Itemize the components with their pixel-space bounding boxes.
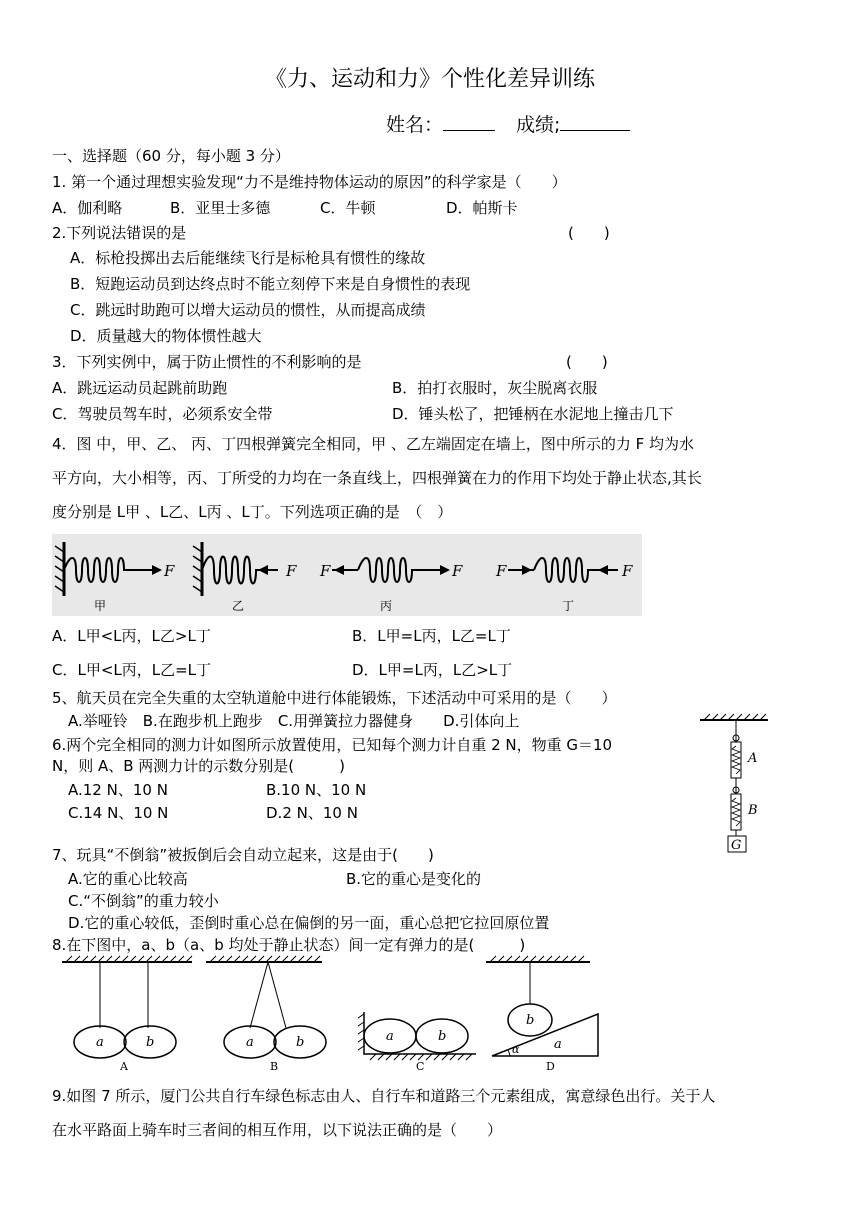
dynamometer-a-label: A — [748, 751, 758, 766]
q3-option-a: A．跳远运动员起跳前助跑 — [52, 379, 228, 397]
q4-option-b: B．L甲=L丙，L乙=L丁 — [352, 627, 511, 645]
q6-line1: 6.两个完全相同的测力计如图所示放置使用，已知每个测力计自重 2 N，物重 G＝10 — [52, 736, 613, 754]
q8-b-ball-b: b — [296, 1035, 305, 1050]
name-field — [386, 110, 495, 137]
q4-line2: 平方向，大小相等，丙、丁所受的力均在一条直线上，四根弹簧在力的作用下均处于静止状态,其长 — [52, 469, 702, 487]
q9-line2: 在水平路面上骑车时三者间的相互作用，以下说法正确的是（ ） — [52, 1121, 503, 1139]
q4-line3: 度分别是 L甲 、L乙、L丙 、L丁。下列选项正确的是 （ ） — [52, 503, 453, 521]
q7-option-d: D.它的重心较低，歪倒时重心总在偏倒的另一面，重心总把它拉回原位置 — [68, 914, 550, 932]
force-label-bing-right: F — [452, 562, 463, 580]
q2-option-b: B．短跑运动员到达终点时不能立刻停下来是自身惯性的表现 — [70, 275, 471, 293]
q8-caption-b: B — [270, 1060, 279, 1073]
q1-option-b: B．亚里士多德 — [170, 199, 271, 217]
label-jia: 甲 — [94, 599, 107, 613]
dynamometer-a — [731, 742, 741, 778]
q8-figure — [60, 956, 620, 1073]
q5-stem: 5、航天员在完全失重的太空轨道舱中进行体能锻炼，下述活动中可采用的是（ ） — [52, 689, 617, 707]
score-field — [516, 110, 630, 137]
dynamometer-figure — [696, 714, 772, 854]
q8-d-ball-b: b — [526, 1013, 535, 1028]
page-title: 《力、运动和力》个性化差异训练 — [264, 67, 595, 92]
q3-option-c: C．驾驶员驾车时，必须系安全带 — [52, 405, 273, 423]
q4-option-c: C．L甲<L丙，L乙=L丁 — [52, 661, 212, 679]
q6-option-d: D.2 N、10 N — [266, 804, 358, 822]
q8-caption-a: A — [120, 1060, 128, 1073]
section-heading: 一、选择题（60 分，每小题 3 分） — [52, 147, 290, 165]
weight-g-label: G — [731, 838, 742, 853]
q8-b-ball-a: a — [246, 1035, 254, 1050]
q3-paren: ( ) — [566, 353, 608, 371]
score-blank — [560, 112, 630, 131]
q8-a-ball-a: a — [96, 1035, 104, 1050]
force-label-ding-right: F — [622, 562, 633, 580]
force-label-bing-left: F — [320, 562, 331, 580]
q2-option-d: D．质量越大的物体惯性越大 — [70, 327, 262, 345]
q7-stem: 7、玩具“不倒翁”被扳倒后会自动立起来，这是由于( ) — [52, 846, 434, 864]
q1-stem: 1. 第一个通过理想实验发现“力不是维持物体运动的原因”的科学家是（ ） — [52, 173, 567, 191]
q8-c-ball-a: a — [386, 1029, 394, 1044]
q8-diagram-d — [486, 956, 598, 1056]
q9-line1: 9.如图 7 所示，厦门公共自行车绿色标志由人、自行车和道路三个元素组成，寓意绿色出行。关于人 — [52, 1087, 716, 1105]
q4-line1: 4．图 中，甲、乙、 丙、丁四根弹簧完全相同，甲 、乙左端固定在墙上，图中所示的力 F 均为水 — [52, 435, 695, 453]
q6-option-b: B.10 N、10 N — [266, 781, 367, 799]
q8-c-ball-b: b — [438, 1029, 447, 1044]
q6-option-c: C.14 N、10 N — [68, 804, 169, 822]
q3-stem: 3．下列实例中，属于防止惯性的不利影响的是 — [52, 353, 362, 371]
q8-caption-c: C — [416, 1060, 425, 1073]
q6-line2: N，则 A、B 两测力计的示数分别是( ) — [52, 757, 346, 775]
label-yi: 乙 — [232, 599, 245, 613]
label-ding: 丁 — [562, 599, 575, 613]
q3-option-b: B．拍打衣服时，灰尘脱离衣服 — [392, 379, 598, 397]
q2-option-a: A．标枪投掷出去后能继续飞行是标枪具有惯性的缘故 — [70, 249, 426, 267]
dynamometer-b — [731, 794, 741, 830]
q8-a-ball-b: b — [146, 1035, 155, 1050]
force-label-yi: F — [286, 562, 297, 580]
q8-caption-d: D — [546, 1060, 555, 1073]
q7-option-a: A.它的重心比较高 — [68, 870, 188, 888]
name-label: 姓名： — [386, 114, 444, 136]
score-label: 成绩; — [516, 114, 561, 136]
q8-diagram-b — [206, 956, 326, 1058]
q8-d-wedge-a: a — [554, 1037, 562, 1052]
q2-option-c: C．跳远时助跑可以增大运动员的惯性，从而提高成绩 — [70, 301, 426, 319]
q8-d-angle: α — [512, 1043, 520, 1056]
figure-background — [52, 534, 642, 616]
name-blank — [443, 112, 495, 131]
force-label-jia: F — [164, 562, 175, 580]
q2-stem: 2.下列说法错误的是 — [52, 224, 187, 242]
q4-option-a: A．L甲<L丙，L乙>L丁 — [52, 627, 211, 645]
label-bing: 丙 — [380, 599, 393, 613]
q1-option-a: A．伽利略 — [52, 199, 123, 217]
q4-option-d: D．L甲=L丙，L乙>L丁 — [352, 661, 513, 679]
q7-option-b: B.它的重心是变化的 — [346, 870, 482, 888]
q5-options: A.举哑铃 B.在跑步机上跑步 C.用弹簧拉力器健身 D.引体向上 — [68, 712, 520, 730]
q3-option-d: D．锤头松了，把锤柄在水泥地上撞击几下 — [392, 405, 674, 423]
q8-diagram-a — [62, 956, 192, 1058]
q7-option-c: C.“不倒翁”的重力较小 — [68, 892, 219, 910]
dynamometer-b-label: B — [748, 803, 758, 818]
q8-stem: 8.在下图中，a、b（a、b 均处于静止状态）间一定有弹力的是( ) — [52, 936, 526, 954]
q1-option-c: C．牛顿 — [320, 199, 376, 217]
springs-figure — [52, 534, 642, 616]
q8-diagram-c — [358, 1012, 476, 1060]
force-label-ding-left: F — [496, 562, 507, 580]
q6-option-a: A.12 N、10 N — [68, 781, 168, 799]
q2-paren: ( ) — [568, 224, 610, 242]
q1-option-d: D．帕斯卡 — [446, 199, 518, 217]
